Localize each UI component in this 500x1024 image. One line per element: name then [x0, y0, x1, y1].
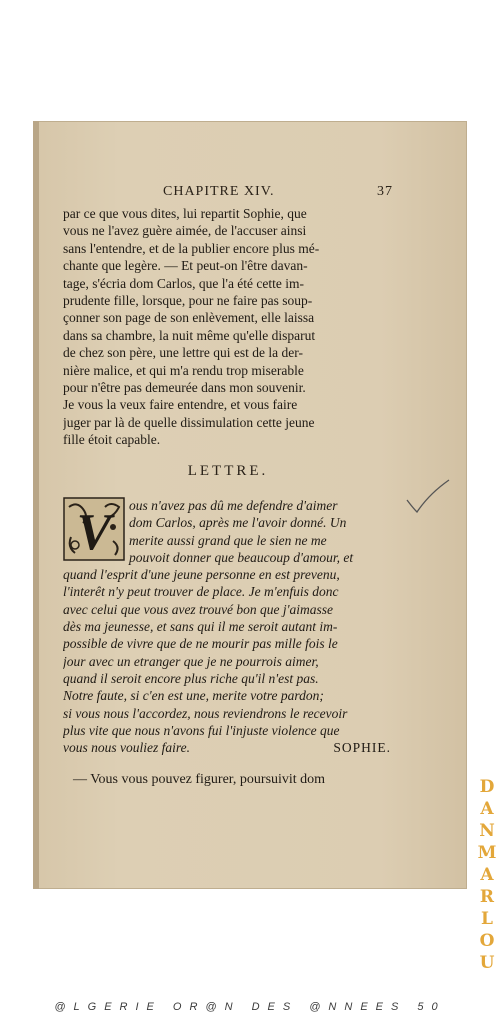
body-line: dans sa chambre, la nuit même qu'elle disparut [63, 327, 316, 343]
brand-letter: D [479, 777, 495, 797]
brand-letter: O [479, 931, 495, 951]
brand-letter: U [479, 953, 495, 973]
letter-last-line [63, 739, 393, 756]
brand-letter: A [480, 799, 494, 819]
body-line: prudente fille, lorsque, pour ne faire pas soup- [63, 293, 313, 309]
letter-line: quand il seroit encore plus riche qu'il n'est pas. [63, 670, 319, 686]
body-line: chante que legère. — Et peut-on l'être davan- [63, 258, 308, 274]
body-line: fille étoit capable. [63, 432, 161, 448]
footer-watermark: @LGERIE OR@N DES @NNEES 50 [54, 1001, 446, 1013]
brand-letter: N [479, 821, 495, 841]
page-number: 37 [377, 184, 393, 199]
letter-line: plus vite que nous n'avons fui l'injuste violence que [63, 722, 340, 738]
closing-line: — Vous vous pouvez figurer, poursuivit dom [73, 772, 326, 787]
body-line: Je vous la veux faire entendre, et vous faire [63, 397, 298, 413]
dropcap-letter: V [76, 504, 112, 561]
letter-line: quand l'esprit d'une jeune personne en est prevenu, [63, 567, 340, 583]
brand-letter: L [481, 909, 493, 929]
side-brand-watermark [476, 776, 498, 974]
body-line: tage, s'écria dom Carlos, que l'a été cette im- [63, 275, 305, 291]
letter-line: jour avec un etranger que je ne pourrois aimer, [63, 653, 319, 669]
body-line: de chez son père, une lettre qui est de la der- [63, 345, 303, 361]
letter-line: l'interêt n'y peut trouver de place. Je m'enfuis donc [63, 584, 339, 600]
letter-line: dès ma jeunesse, et sans qui il me seroit autant im- [63, 619, 338, 635]
letter-line: Notre faute, si c'en est une, merite votre pardon; [63, 688, 324, 704]
body-line: çonner son page de son enlèvement, elle laissa [63, 310, 315, 326]
letter-line: vous nous vouliez faire. [63, 740, 190, 756]
body-line: vous ne l'avez guère aimée, de l'accuser ainsi [63, 223, 307, 239]
body-text [63, 205, 398, 449]
brand-letter: R [479, 887, 495, 907]
letter-signature: SOPHIE. [333, 740, 391, 756]
letter-line: possible de vivre que de ne mourir pas mille fois le [63, 636, 338, 652]
book-page [33, 121, 467, 889]
letter-line: avec celui que vous avez trouvé bon que j'aimasse [63, 601, 334, 617]
chapter-title: CHAPITRE XIV. [163, 184, 275, 199]
letter-line: si vous nous l'accordez, nous reviendrons le recevoir [63, 705, 348, 721]
body-line: par ce que vous dites, lui repartit Sophie, que [63, 206, 307, 221]
brand-letter: M [477, 843, 497, 863]
letter-line: ous n'avez pas dû me defendre d'aimer [129, 498, 338, 513]
body-line: sans l'entendre, et de la publier encore plus mé- [63, 240, 320, 256]
letter-line: pouvoit donner que beaucoup d'amour, et [129, 549, 354, 565]
checkmark-annotation-icon [405, 478, 451, 514]
body-line: nière malice, et qui m'a rendu trop miserable [63, 362, 304, 378]
body-line: juger par là de quelle dissimulation cette jeune [63, 414, 315, 430]
brand-letter: A [480, 865, 494, 885]
ornamental-dropcap [63, 497, 125, 561]
letter-line: merite aussi grand que le sien ne me [129, 532, 327, 548]
body-line: pour n'être pas demeurée dans mon souvenir. [63, 380, 306, 396]
letter-line: dom Carlos, après me l'avoir donné. Un [129, 515, 347, 531]
letter-heading: LETTRE. [187, 463, 269, 479]
letter-text [63, 497, 393, 756]
